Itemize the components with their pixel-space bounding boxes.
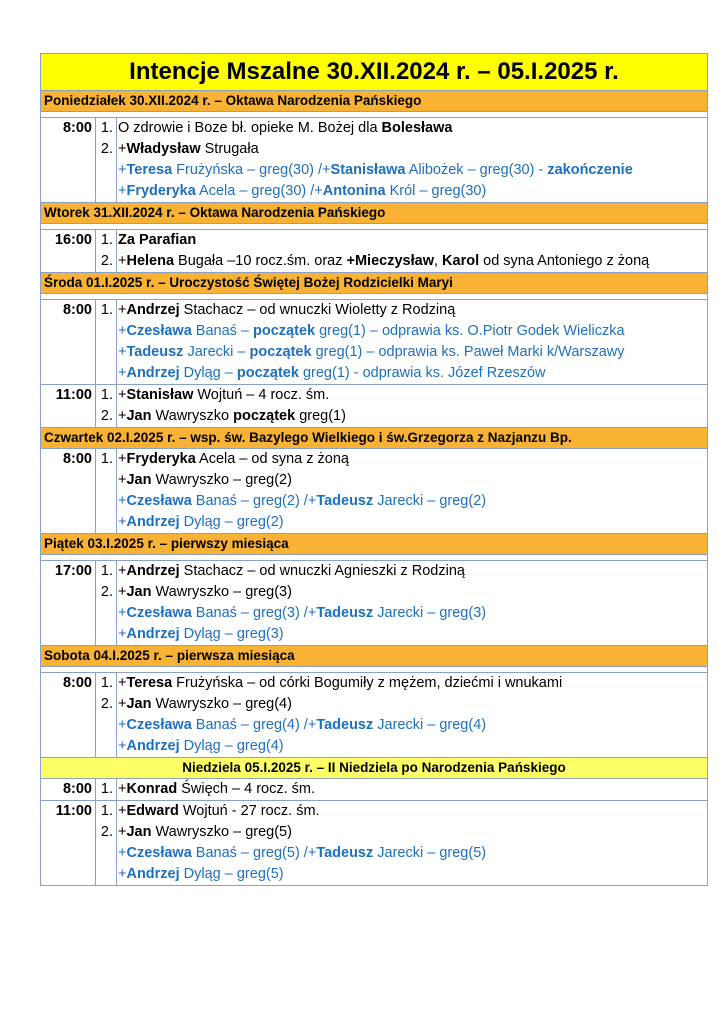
text-segment: +	[118, 162, 127, 178]
text-segment: +	[118, 845, 127, 861]
mass-time: 11:00	[41, 385, 96, 427]
mass-group	[41, 118, 707, 203]
text-segment: Jarecki – greg(2)	[373, 493, 487, 509]
name-bold: Teresa	[126, 162, 173, 178]
text-segment: +	[118, 738, 127, 754]
name-bold: Edward	[126, 803, 179, 819]
intention-number	[96, 715, 113, 736]
intention-number: 2.	[100, 584, 113, 600]
text-segment: +	[118, 696, 127, 712]
name-bold: Tadeusz	[126, 344, 184, 360]
name-bold: Andrzej	[126, 738, 180, 754]
day-header: Czwartek 02.I.2025 r. – wsp. św. Bazylego Wielkiego i św.Grzegorza z Nazjanzu Bp.	[41, 428, 707, 449]
intention-line	[118, 491, 707, 512]
text-segment: +	[118, 626, 127, 642]
name-bold: Czesława	[126, 493, 192, 509]
text-segment: +	[118, 584, 127, 600]
intention-lines	[117, 561, 707, 645]
intention-lines	[117, 230, 707, 272]
text-segment: +	[118, 472, 127, 488]
intention-numbers	[96, 801, 117, 885]
intention-numbers	[96, 779, 117, 800]
text-segment: Dyląg – greg(3)	[179, 626, 284, 642]
intention-number	[96, 342, 113, 363]
day-header: Środa 01.I.2025 r. – Uroczystość Świętej Bożej Rodzicielki Maryi	[41, 273, 707, 294]
text-segment: Acela – od syna z żoną	[195, 451, 349, 467]
intentions-table	[40, 53, 708, 886]
intention-number	[96, 624, 113, 645]
name-bold: Za Parafian	[118, 232, 197, 248]
intention-number: 1.	[100, 803, 113, 819]
intention-lines	[117, 300, 707, 384]
intention-line	[118, 715, 707, 736]
name-bold: Andrzej	[126, 514, 180, 530]
name-bold: Fryderyka	[126, 183, 196, 199]
text-segment: +	[118, 605, 127, 621]
text-segment: +	[118, 344, 127, 360]
text-segment: Wawryszko – greg(3)	[151, 584, 292, 600]
name-bold: Tadeusz	[316, 717, 374, 733]
text-segment: Święch – 4 rocz. śm.	[177, 781, 316, 797]
text-segment: Bugała –10 rocz.śm. oraz	[174, 253, 347, 269]
name-bold: Tadeusz	[316, 605, 374, 621]
mass-group	[41, 230, 707, 273]
text-segment: +	[118, 493, 127, 509]
intention-line	[118, 470, 707, 491]
name-bold: Jan	[126, 824, 152, 840]
text-segment: Jarecki – greg(5)	[373, 845, 487, 861]
intention-number: 2.	[100, 408, 113, 424]
day-header: Wtorek 31.XII.2024 r. – Oktawa Narodzenia Pańskiego	[41, 203, 707, 224]
intention-line	[118, 864, 707, 885]
text-segment: ,	[433, 253, 443, 269]
intention-line	[118, 822, 707, 843]
mass-time: 8:00	[41, 673, 96, 757]
intention-line	[118, 300, 707, 321]
intention-number: 2.	[100, 696, 113, 712]
intention-line	[118, 694, 707, 715]
intention-number: 1.	[100, 563, 113, 579]
text-segment: Wawryszko	[151, 408, 234, 424]
name-bold: Fryderyka	[126, 451, 196, 467]
name-bold: Andrzej	[126, 365, 180, 381]
day-header: Niedziela 05.I.2025 r. – II Niedziela po Narodzenia Pańskiego	[41, 758, 707, 779]
text-segment: Jarecki – greg(4)	[373, 717, 487, 733]
page-title: Intencje Mszalne 30.XII.2024 r. – 05.I.2025 r.	[41, 54, 707, 91]
name-bold: Andrzej	[126, 563, 180, 579]
text-segment: +	[118, 183, 127, 199]
text-segment: od syna Antoniego z żoną	[479, 253, 650, 269]
intention-line	[118, 385, 707, 406]
mass-time: 8:00	[41, 300, 96, 384]
text-segment: +	[118, 781, 127, 797]
text-segment: +	[118, 302, 127, 318]
intention-line	[118, 230, 707, 251]
text-segment: +	[118, 141, 127, 157]
text-segment: Banaś – greg(3) /+	[191, 605, 317, 621]
intention-number: 1.	[100, 781, 113, 797]
intention-line	[118, 118, 707, 139]
text-segment: Wojtuń – 4 rocz. śm.	[193, 387, 330, 403]
text-segment: Banaś – greg(2) /+	[191, 493, 317, 509]
text-segment: Dyląg – greg(2)	[179, 514, 284, 530]
mass-group	[41, 300, 707, 385]
intention-line	[118, 251, 707, 272]
day-header: Sobota 04.I.2025 r. – pierwsza miesiąca	[41, 646, 707, 667]
days-container	[41, 91, 707, 885]
mass-group	[41, 673, 707, 758]
text-segment: +	[118, 514, 127, 530]
intention-numbers	[96, 300, 117, 384]
intention-line	[118, 843, 707, 864]
intention-line	[118, 673, 707, 694]
intention-number	[96, 181, 113, 202]
name-bold: Andrzej	[126, 302, 180, 318]
text-segment: O zdrowie i Boze bł. opieke M. Bożej dla	[118, 120, 382, 136]
name-bold: Helena	[126, 253, 175, 269]
intention-lines	[117, 673, 707, 757]
name-bold: Antonina	[322, 183, 386, 199]
intention-number: 1.	[100, 120, 113, 136]
text-segment: Wawryszko – greg(5)	[151, 824, 292, 840]
name-bold: Czesława	[126, 845, 192, 861]
text-segment: +	[118, 365, 127, 381]
intention-number	[96, 736, 113, 757]
intention-line	[118, 736, 707, 757]
text-segment: Wojtuń - 27 rocz. śm.	[178, 803, 320, 819]
intention-number	[96, 470, 113, 491]
text-segment: +	[118, 563, 127, 579]
intention-line	[118, 181, 707, 202]
mass-time: 8:00	[41, 449, 96, 533]
text-segment: Dyląg – greg(5)	[179, 866, 284, 882]
intention-number: 1.	[100, 387, 113, 403]
intention-number: 2.	[100, 141, 113, 157]
text-segment: Banaś – greg(4) /+	[191, 717, 317, 733]
text-segment: Acela – greg(30) /+	[195, 183, 323, 199]
intention-numbers	[96, 561, 117, 645]
mass-group	[41, 779, 707, 801]
intention-number	[96, 363, 113, 384]
text-segment: greg(1) – odprawia ks. O.Piotr Godek Wieliczka	[315, 323, 625, 339]
day-header: Piątek 03.I.2025 r. – pierwszy miesiąca	[41, 534, 707, 555]
intention-numbers	[96, 385, 117, 427]
name-bold: początek	[236, 365, 299, 381]
name-bold: Jan	[126, 584, 152, 600]
intention-line	[118, 779, 707, 800]
name-bold: Władysław	[126, 141, 201, 157]
mass-time: 16:00	[41, 230, 96, 272]
intention-lines	[117, 801, 707, 885]
intention-number	[96, 160, 113, 181]
mass-time: 8:00	[41, 118, 96, 202]
name-bold: Stanisław	[126, 387, 194, 403]
text-segment: greg(1) - odprawia ks. Józef Rzeszów	[298, 365, 546, 381]
mass-time: 11:00	[41, 801, 96, 885]
text-segment: Stachacz – od wnuczki Wioletty z Rodziną	[179, 302, 456, 318]
text-segment: Alibożek – greg(30) -	[405, 162, 548, 178]
name-bold: Czesława	[126, 323, 192, 339]
mass-group	[41, 385, 707, 428]
intention-lines	[117, 449, 707, 533]
text-segment: Król – greg(30)	[385, 183, 487, 199]
intention-line	[118, 801, 707, 822]
text-segment: +	[118, 824, 127, 840]
intention-numbers	[96, 673, 117, 757]
name-bold: Jan	[126, 696, 152, 712]
name-bold: +Mieczysław	[346, 253, 434, 269]
intention-number	[96, 864, 113, 885]
intention-line	[118, 624, 707, 645]
mass-group	[41, 801, 707, 885]
intention-number: 1.	[100, 302, 113, 318]
name-bold: początek	[253, 323, 316, 339]
name-bold: Stanisława	[330, 162, 406, 178]
intention-line	[118, 139, 707, 160]
text-segment: +	[118, 803, 127, 819]
intention-line	[118, 321, 707, 342]
day-header: Poniedziałek 30.XII.2024 r. – Oktawa Narodzenia Pańskiego	[41, 91, 707, 112]
text-segment: Wawryszko – greg(4)	[151, 696, 292, 712]
text-segment: +	[118, 323, 127, 339]
text-segment: greg(1) – odprawia ks. Paweł Marki k/Warszawy	[311, 344, 625, 360]
mass-time: 17:00	[41, 561, 96, 645]
name-bold: początek	[249, 344, 312, 360]
text-segment: +	[118, 675, 127, 691]
text-segment: Dyląg – greg(4)	[179, 738, 284, 754]
intention-numbers	[96, 449, 117, 533]
name-bold: Tadeusz	[316, 493, 374, 509]
text-segment: Frużyńska – greg(30) /+	[172, 162, 331, 178]
intention-line	[118, 342, 707, 363]
intention-lines	[117, 118, 707, 202]
name-bold: Andrzej	[126, 866, 180, 882]
text-segment: Wawryszko – greg(2)	[151, 472, 292, 488]
intention-line	[118, 363, 707, 384]
name-bold: początek	[233, 408, 296, 424]
text-segment: +	[118, 451, 127, 467]
name-bold: Karol	[442, 253, 480, 269]
text-segment: +	[118, 408, 127, 424]
text-segment: Banaś –	[191, 323, 254, 339]
intention-number	[96, 843, 113, 864]
name-bold: zakończenie	[547, 162, 633, 178]
name-bold: Czesława	[126, 717, 192, 733]
text-segment: Banaś – greg(5) /+	[191, 845, 317, 861]
text-segment: greg(1)	[295, 408, 346, 424]
intention-number	[96, 321, 113, 342]
name-bold: Teresa	[126, 675, 173, 691]
intention-number: 2.	[100, 253, 113, 269]
text-segment: +	[118, 717, 127, 733]
mass-group	[41, 449, 707, 534]
text-segment: Stachacz – od wnuczki Agnieszki z Rodziną	[179, 563, 465, 579]
intention-number: 2.	[100, 824, 113, 840]
intention-number: 1.	[100, 451, 113, 467]
intention-line	[118, 160, 707, 181]
intention-number	[96, 512, 113, 533]
text-segment: +	[118, 387, 127, 403]
intention-number: 1.	[100, 675, 113, 691]
name-bold: Andrzej	[126, 626, 180, 642]
text-segment: Jarecki –	[183, 344, 250, 360]
name-bold: Czesława	[126, 605, 192, 621]
text-segment: +	[118, 866, 127, 882]
mass-group	[41, 561, 707, 646]
name-bold: Bolesława	[381, 120, 453, 136]
intention-line	[118, 449, 707, 470]
intention-line	[118, 582, 707, 603]
intention-line	[118, 603, 707, 624]
intention-line	[118, 512, 707, 533]
name-bold: Konrad	[126, 781, 178, 797]
intention-line	[118, 406, 707, 427]
intention-numbers	[96, 230, 117, 272]
text-segment: Jarecki – greg(3)	[373, 605, 487, 621]
text-segment: Dyląg –	[179, 365, 237, 381]
intention-lines	[117, 779, 707, 800]
text-segment: Frużyńska – od córki Bogumiły z mężem, dziećmi i wnukami	[172, 675, 563, 691]
intention-lines	[117, 385, 707, 427]
name-bold: Tadeusz	[316, 845, 374, 861]
intention-number	[96, 491, 113, 512]
intention-numbers	[96, 118, 117, 202]
intention-number: 1.	[100, 232, 113, 248]
name-bold: Jan	[126, 408, 152, 424]
text-segment: +	[118, 253, 127, 269]
name-bold: Jan	[126, 472, 152, 488]
intention-number	[96, 603, 113, 624]
text-segment: Strugała	[200, 141, 259, 157]
intention-line	[118, 561, 707, 582]
mass-time: 8:00	[41, 779, 96, 800]
